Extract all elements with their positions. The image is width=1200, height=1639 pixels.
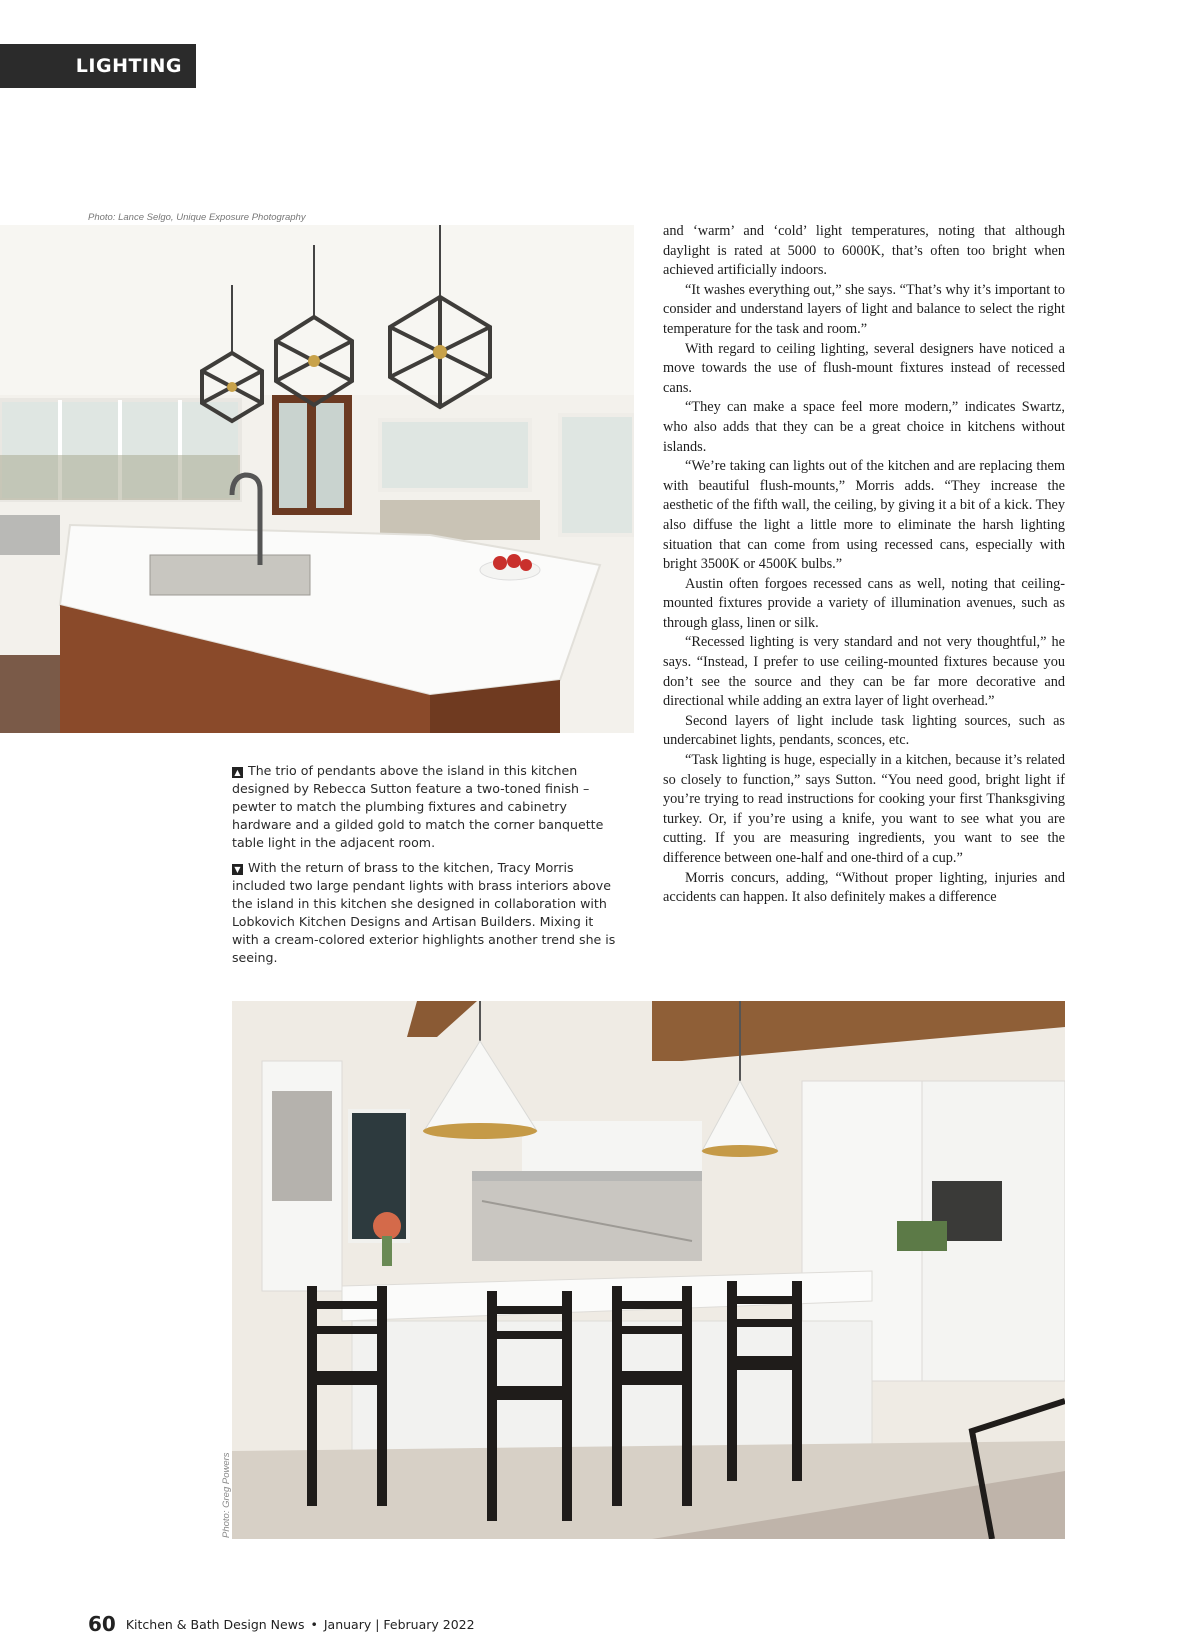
article-paragraph: “It washes everything out,” she says. “That’s why it’s important to consider and understand layers of light and balance to select the right temperature for the task and room.” (663, 281, 1065, 337)
kitchen-island-photo (0, 225, 634, 733)
down-arrow-icon: ▼ (232, 864, 243, 875)
article-paragraph: “They can make a space feel more modern,” indicates Swartz, who also adds that they can be a great choice in kitchens without islands. (663, 399, 1065, 455)
photo-credit-top: Photo: Lance Selgo, Unique Exposure Photography (88, 212, 306, 223)
up-arrow-icon: ▲ (232, 767, 243, 778)
section-label: LIGHTING (75, 55, 182, 77)
page-footer (88, 1612, 475, 1636)
photo-captions (232, 762, 624, 974)
article-paragraph: Austin often forgoes recessed cans as well, noting that ceiling-mounted fixtures provide a variety of illumination avenues, such as through glass, linen or silk. (663, 575, 1065, 631)
caption-text: The trio of pendants above the island in this kitchen designed by Rebecca Sutton feature a two-toned finish – pewter to match the plumbing fixtures and cabinetry hardware and a gilded gold to match the corner banquette table light in the adjacent room. (232, 763, 604, 850)
section-tag (0, 44, 196, 88)
article-paragraph: and ‘warm’ and ‘cold’ light temperatures, noting that although daylight is rated at 5000 to 6000K, that’s often too bright when achieved artificially indoors. (663, 223, 1065, 279)
caption-up (232, 762, 624, 852)
issue-date: January | February 2022 (323, 1617, 475, 1632)
kitchen-island-illustration (0, 225, 634, 733)
article-paragraph: “Task lighting is huge, especially in a kitchen, because it’s related so closely to function,” says Sutton. “You need good, bright light if you’re trying to read instructions for cooking your first Thanksgiving turkey. Or, if you’re using a knife, you want to see what you are cutting. If you are measuring ingredients, you want to see the difference between one-half and one-third of a cup.” (663, 752, 1065, 866)
article-paragraph: Morris concurs, adding, “Without proper lighting, injuries and accidents can happen. It also definitely makes a difference (663, 869, 1065, 906)
white-kitchen-photo (232, 1001, 1065, 1539)
white-kitchen-illustration (232, 1001, 1065, 1539)
article-paragraph: “We’re taking can lights out of the kitchen and are replacing them with beautiful flush-mounts,” Morris adds. “They increase the aesthetic of the fifth wall, the ceiling, by giving it a bit of a kick. They also diffuse the light a little more to eliminate the harsh lighting situation that can come from using recessed cans, especially with bright 3500K or 4500K bulbs.” (663, 458, 1065, 573)
article-paragraph: “Recessed lighting is very standard and not very thoughtful,” he says. “Instead, I prefer to use ceiling-mounted fixtures because you don’t see the source and they can be far more decorative and directional while adding an extra layer of light overhead.” (663, 634, 1065, 710)
caption-text: With the return of brass to the kitchen, Tracy Morris included two large pendant lights with brass interiors above the island in this kitchen she designed in collaboration with Lobkovich Kitchen Designs and Artisan Builders. Mixing it with a cream-colored exterior highlights another trend she is seeing. (232, 860, 616, 965)
article-paragraph: With regard to ceiling lighting, several designers have noticed a move towards the use of flush-mount fixtures instead of recessed cans. (663, 340, 1065, 396)
photo-credit-side: Photo: Greg Powers (221, 1452, 232, 1538)
page-number: 60 (88, 1612, 116, 1636)
article-paragraph: Second layers of light include task lighting sources, such as undercabinet lights, pendants, sconces, etc. (663, 712, 1065, 749)
footer-separator: • (310, 1617, 318, 1632)
publication-name: Kitchen & Bath Design News (125, 1617, 305, 1632)
article-body (663, 222, 1065, 908)
caption-down (232, 859, 624, 967)
